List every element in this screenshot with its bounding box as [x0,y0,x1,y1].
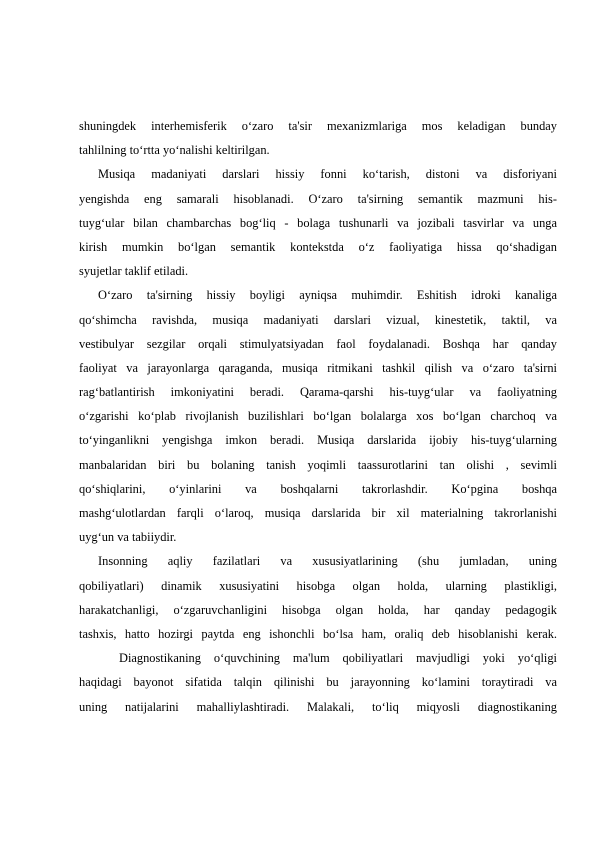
text-line: tahlilning to‘rtta yo‘nalishi keltirilgan. [79,143,270,158]
text-line: faoliyat va jarayonlarga qaraganda, musiqa ritmikani tashkil qilish va o‘zaro ta'sirni [79,360,557,375]
text-line: yengishda eng samarali hisoblanadi. O‘zaro ta'sirning semantik mazmuni his- [79,191,557,206]
text-line: to‘yinganlikni yengishga imkon beradi. Musiqa darslarida ijobiy his-tuyg‘ularning [79,433,557,448]
text-line: uyg‘un va tabiiydir. [79,530,177,545]
paragraph-first-line: Diagnostikaning o‘quvchining ma'lum qobiliyatlari mavjudligi yoki yo‘qligi [119,651,557,666]
text-line: o‘zgarishi ko‘plab rivojlanish buzilishlari bo‘lgan bolalarga xos bo‘lgan charchoq va [79,409,557,424]
text-line: kirish mumkin bo‘lgan semantik kontekstda o‘z faoliyatiga hissa qo‘shadigan [79,239,557,254]
text-line: mashg‘ulotlardan farqli o‘laroq, musiqa darslarida bir xil materialning takrorlanishi [79,506,557,520]
text-line: manbalaridan biri bu bolaning tanish yoqimli taassurotlarini tan olishi , sevimli [79,457,557,472]
text-line: qo‘shimcha ravishda, musiqa madaniyati darslari vizual, kinestetik, taktil, va [79,312,557,327]
text-line: uning natijalarini mahalliylashtiradi. Malakali, to‘liq miqyosli diagnostikaning [79,699,557,714]
paragraph-first-line: Musiqa madaniyati darslari hissiy fonni ko‘tarish, distoni va disforiyani [98,167,557,182]
paragraph-first-line: O‘zaro ta'sirning hissiy boyligi ayniqsa muhimdir. Eshitish idroki kanaliga [98,288,557,303]
text-line: shuningdek interhemisferik o‘zaro ta'sir mexanizmlariga mos keladigan bunday [79,119,557,133]
paragraph-first-line: Insonning aqliy fazilatlari va xususiyatlarining (shu jumladan, uning [98,554,557,569]
text-line: qobiliyatlari) dinamik xususiyatini hisobga olgan holda, ularning plastikligi, [79,578,557,593]
text-line: qo‘shiqlarini, o‘yinlarini va boshqalarni takrorlashdir. Ko‘pgina boshqa [79,481,557,496]
document-body [79,114,557,719]
text-line: syujetlar taklif etiladi. [79,264,189,279]
text-line: harakatchanligi, o‘zgaruvchanligini hisobga olgan holda, har qanday pedagogik [79,602,557,617]
text-line: haqidagi bayonot sifatida talqin qilinishi bu jarayonning ko‘lamini toraytiradi va [79,675,557,690]
text-line: tuyg‘ular bilan chambarchas bog‘liq - bolaga tushunarli va jozibali tasvirlar va unga [79,215,557,230]
text-line: tashxis, hatto hozirgi paytda eng ishonchli bo‘lsa ham, oraliq deb hisoblanishi kerak. [79,626,557,641]
text-line: vestibulyar sezgilar orqali stimulyatsiyadan faol foydalanadi. Boshqa har qanday [79,336,557,351]
text-line: rag‘batlantirish imkoniyatini beradi. Qarama-qarshi his-tuyg‘ular va faoliyatning [79,385,557,400]
